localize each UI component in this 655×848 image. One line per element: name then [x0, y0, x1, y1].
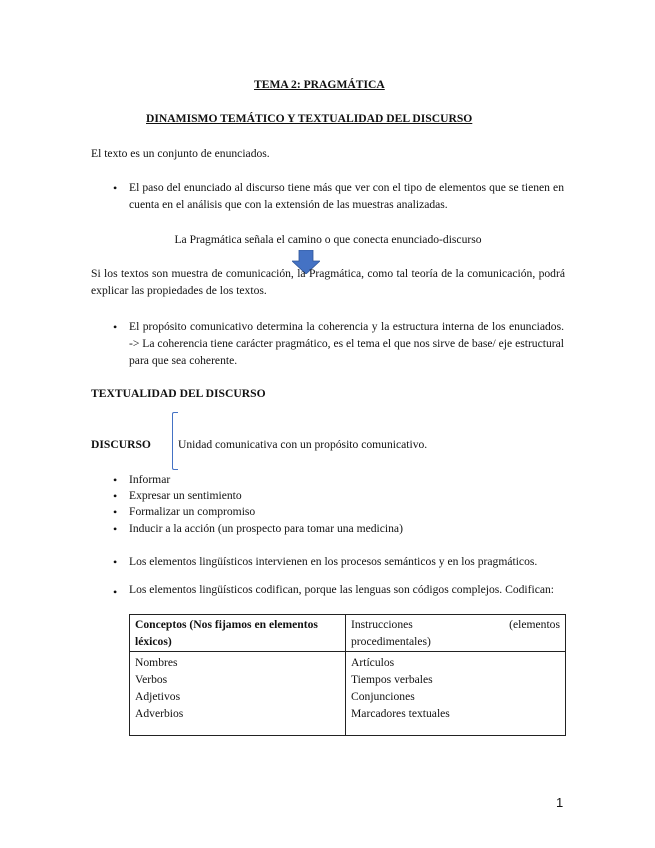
- discurso-definition: Unidad comunicativa con un propósito comunicativo.: [178, 438, 428, 451]
- bullet-dot: •: [113, 522, 118, 536]
- list-item: Adverbios: [135, 707, 184, 720]
- bullet-dot: •: [113, 473, 118, 487]
- page-number: 1: [556, 795, 564, 810]
- table-header-row: [130, 615, 566, 652]
- bullet-dot: •: [113, 489, 118, 503]
- bullet-paragraph-3: Los elementos lingüísticos intervienen en los procesos semánticos y en los pragmáticos.: [129, 555, 538, 568]
- table-header-instructions: [346, 615, 566, 652]
- table-header-concepts: Conceptos (Nos fijamos en elementos léxicos): [130, 615, 346, 652]
- bullet-paragraph-4: Los elementos lingüísticos codifican, porque las lenguas son códigos complejos. Codifican:: [129, 583, 555, 596]
- list-item: Artículos: [351, 656, 395, 669]
- list-item: Conjunciones: [351, 690, 415, 703]
- purpose-item: Formalizar un compromiso: [129, 505, 256, 518]
- bullet-dot: •: [113, 181, 118, 195]
- instructions-cell: [346, 652, 566, 736]
- intro-text: El texto es un conjunto de enunciados.: [91, 147, 270, 160]
- list-item: Adjetivos: [135, 690, 181, 703]
- section-heading: TEXTUALIDAD DEL DISCURSO: [91, 387, 266, 400]
- list-item: Marcadores textuales: [351, 707, 450, 720]
- paragraph-2: Si los textos son muestra de comunicación, la Pragmática, como tal teoría de la comunicación, podrá explicar las propiedades de los textos.: [91, 267, 565, 297]
- bullet-paragraph-1: El paso del enunciado al discurso tiene más que ver con el tipo de elementos que se tienen en cuenta en el análisis que con la extensión de las muestras analizadas.: [129, 181, 564, 211]
- header-procedural-word: procedimentales): [351, 635, 431, 648]
- bullet-dot: •: [113, 555, 118, 569]
- bullet-dot: •: [113, 320, 118, 334]
- page-subtitle: DINAMISMO TEMÁTICO Y TEXTUALIDAD DEL DISCURSO: [146, 112, 473, 125]
- list-item: Verbos: [135, 673, 168, 686]
- bullet-dot: •: [113, 585, 118, 599]
- header-instructions-word: Instrucciones: [351, 618, 413, 631]
- bullet-paragraph-2: El propósito comunicativo determina la coherencia y la estructura interna de los enunciados. -> La coherencia tiene carácter pragmático, es el tema el que nos sirve de base/ eje estructural para que sea coherente.: [129, 320, 564, 367]
- discurso-label: DISCURSO: [91, 438, 151, 451]
- page-title: TEMA 2: PRAGMÁTICA: [254, 78, 385, 91]
- list-item: Nombres: [135, 656, 178, 669]
- table-row: [130, 652, 566, 736]
- header-elements-word: (elementos: [509, 618, 560, 631]
- concepts-cell: [130, 652, 346, 736]
- bullet-dot: •: [113, 505, 118, 519]
- purpose-item: Informar: [129, 473, 171, 486]
- purpose-item: Inducir a la acción (un prospecto para tomar una medicina): [129, 522, 403, 535]
- purpose-item: Expresar un sentimiento: [129, 489, 242, 502]
- centered-statement: La Pragmática señala el camino o que conecta enunciado-discurso: [174, 233, 482, 246]
- concepts-table: [129, 614, 566, 736]
- list-item: Tiempos verbales: [351, 673, 433, 686]
